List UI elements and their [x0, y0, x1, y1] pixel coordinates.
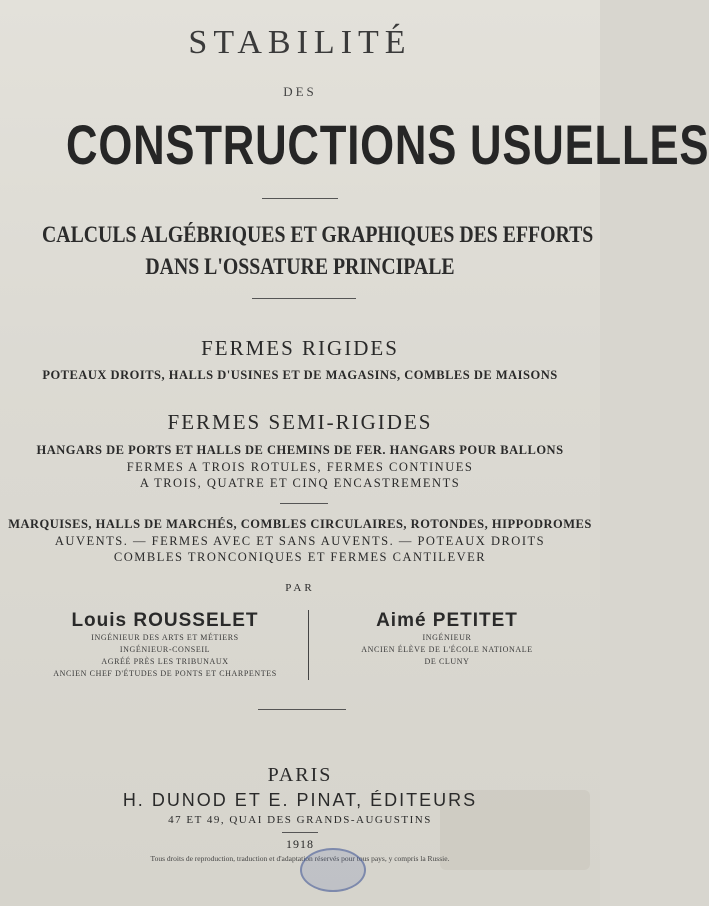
- publisher-name: H. DUNOD ET E. PINAT, ÉDITEURS: [122, 790, 478, 810]
- publisher-address: 47 ET 49, QUAI DES GRANDS-AUGUSTINS: [168, 814, 432, 826]
- section-heading-fermes-rigides: FERMES RIGIDES: [201, 336, 399, 360]
- title-stabilite: STABILITÉ: [188, 24, 412, 61]
- section3-line-3: COMBLES TRONCONIQUES ET FERMES CANTILEVER: [113, 550, 487, 564]
- divider-5: [282, 832, 318, 833]
- section3-line-1: MARQUISES, HALLS DE MARCHÉS, COMBLES CIRCULAIRES, ROTONDES, HIPPODROMES: [8, 517, 592, 531]
- author-petitet: [318, 610, 576, 668]
- library-stamp: [300, 848, 366, 892]
- author-rousselet: [40, 610, 290, 680]
- divider-4: [258, 709, 346, 710]
- section1-line: POTEAUX DROITS, HALLS D'USINES ET DE MAGASINS, COMBLES DE MAISONS: [42, 368, 558, 382]
- divider-2: [252, 298, 356, 299]
- section-heading-fermes-semi-rigides: FERMES SEMI-RIGIDES: [167, 410, 433, 434]
- title-main: CONSTRUCTIONS USUELLES: [66, 113, 709, 176]
- author-divider: [308, 610, 309, 680]
- divider-1: [262, 198, 338, 199]
- subtitle-line-1: CALCULS ALGÉBRIQUES ET GRAPHIQUES DES EFFORTS: [42, 222, 594, 247]
- author-right-title-1: INGÉNIEUR: [422, 633, 472, 642]
- author-left-title-4: ANCIEN CHEF D'ÉTUDES DE PONTS ET CHARPENTES: [53, 669, 277, 678]
- section2-line-2: FERMES A TROIS ROTULES, FERMES CONTINUES: [126, 460, 474, 474]
- author-left-title-2: INGÉNIEUR-CONSEIL: [119, 645, 211, 654]
- divider-3: [280, 503, 328, 504]
- title-des: DES: [283, 84, 317, 99]
- publisher-city: PARIS: [267, 764, 333, 786]
- rights-notice: Tous droits de reproduction, traduction et d'adaptation réservés pour tous pays, y compris la Russie.: [150, 854, 450, 863]
- by-label: PAR: [285, 582, 315, 594]
- publication-year: 1918: [286, 837, 314, 851]
- subtitle-line-2: DANS L'OSSATURE PRINCIPALE: [145, 254, 455, 279]
- author-left-title-3: AGRÉÉ PRÈS LES TRIBUNAUX: [101, 657, 229, 666]
- section3-line-2: AUVENTS. — FERMES AVEC ET SANS AUVENTS. — POTEAUX DROITS: [54, 534, 546, 548]
- section2-line-3: A TROIS, QUATRE ET CINQ ENCASTREMENTS: [139, 476, 461, 490]
- section2-line-1: HANGARS DE PORTS ET HALLS DE CHEMINS DE FER. HANGARS POUR BALLONS: [36, 443, 564, 457]
- author-left-title-1: INGÉNIEUR DES ARTS ET MÉTIERS: [91, 633, 239, 642]
- author-right-name: Aimé PETITET: [376, 610, 518, 631]
- author-right-title-3: DE CLUNY: [424, 657, 470, 666]
- author-right-title-2: ANCIEN ÉLÈVE DE L'ÉCOLE NATIONALE: [361, 645, 533, 654]
- author-left-name: Louis ROUSSELET: [71, 610, 259, 631]
